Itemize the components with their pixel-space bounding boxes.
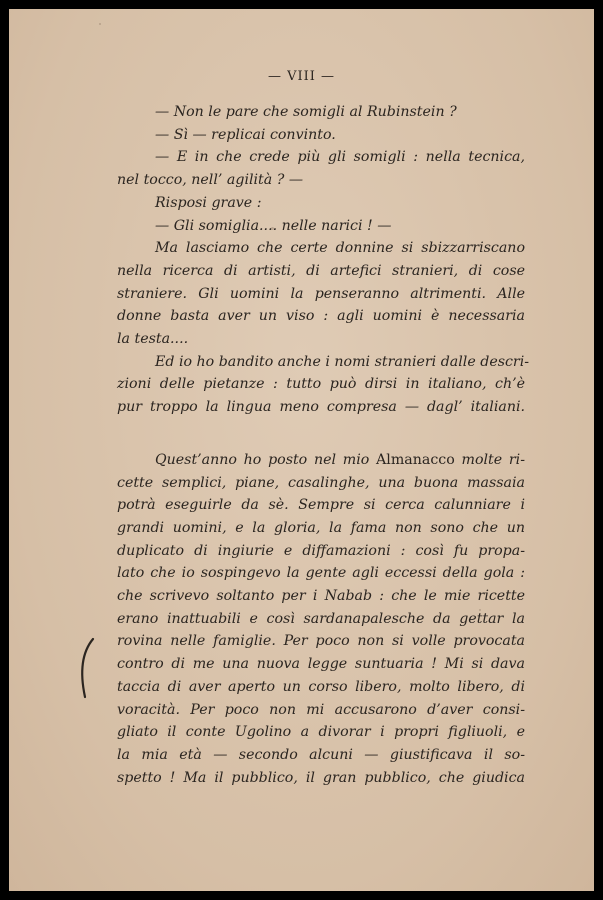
text-line: taccia di aver aperto un corso libero, molto libero, di [117, 678, 525, 695]
text-line: Risposi grave : [155, 194, 262, 211]
text-line: spetto ! Ma il pubblico, il gran pubblico, che giudica [117, 769, 525, 786]
text-span: molte ri- [454, 451, 525, 468]
text-line: donne basta aver un viso : agli uomini è necessaria [117, 308, 525, 325]
text-line: — Sì — replicai convinto. [155, 126, 336, 143]
body-text [117, 101, 530, 789]
text-line: voracità. Per poco non mi accusarono d’aver consi- [117, 701, 525, 718]
text-line: — E in che crede più gli somigli : nella tecnica, [155, 149, 525, 166]
text-line: nella ricerca di artisti, di artefici stranieri, di cose [117, 262, 525, 279]
text-line: Ma lasciamo che certe donnine si sbizzarriscano [155, 240, 525, 257]
text-line: che scrivevo soltanto per i Nabab : che le mie ricette [117, 588, 525, 605]
almanacco-word: Almanacco [376, 451, 455, 468]
page-number: — VIII — [267, 69, 336, 84]
text-span: Quest’anno ho posto nel mio [155, 451, 377, 468]
text-line: grandi uomini, e la gloria, la fama non sono che un [117, 519, 525, 536]
text-line: — Gli somiglia.... nelle narici ! — [155, 217, 392, 234]
text-line: straniere. Gli uomini la penseranno altrimenti. Alle [117, 285, 525, 302]
text-line: erano inattuabili e così sardanapalesche da gettar la [117, 610, 525, 627]
margin-pencil-mark [69, 637, 109, 699]
paragraph-gap [117, 419, 525, 449]
text-line: cette semplici, piane, casalinghe, una buona massaia [117, 474, 525, 491]
text-line: gliato il conte Ugolino a divorar i propri figliuoli, e [117, 724, 525, 741]
paper-speck [479, 609, 481, 611]
paper-speck [99, 23, 101, 25]
text-line: — Non le pare che somigli al Rubinstein ? [155, 104, 457, 120]
text-line: lato che io sospingevo la gente agli eccessi della gola : [117, 565, 525, 582]
text-line [117, 449, 525, 472]
text-line: zioni delle pietanze : tutto può dirsi in italiano, ch’è [117, 376, 525, 393]
text-line: Ed io ho bandito anche i nomi stranieri dalle descri- [155, 353, 530, 370]
text-line: rovina nelle famiglie. Per poco non si volle provocata [117, 633, 525, 650]
paper-speck [271, 227, 274, 230]
text-line: nel tocco, nell’ agilità ? — [117, 172, 304, 189]
text-line: duplicato di ingiurie e diffamazioni : così fu propa- [117, 542, 525, 559]
text-line: la mia età — secondo alcuni — giustificava il so- [117, 746, 525, 763]
text-line: la testa.... [117, 331, 189, 348]
text-line: pur troppo la lingua meno compresa — dagl’ italiani. [117, 399, 525, 416]
text-line: potrà eseguirle da sè. Sempre si cerca calunniare i [117, 497, 525, 514]
text-line: contro di me una nuova legge suntuaria ! Mi si dava [117, 656, 525, 673]
book-page [9, 9, 594, 891]
